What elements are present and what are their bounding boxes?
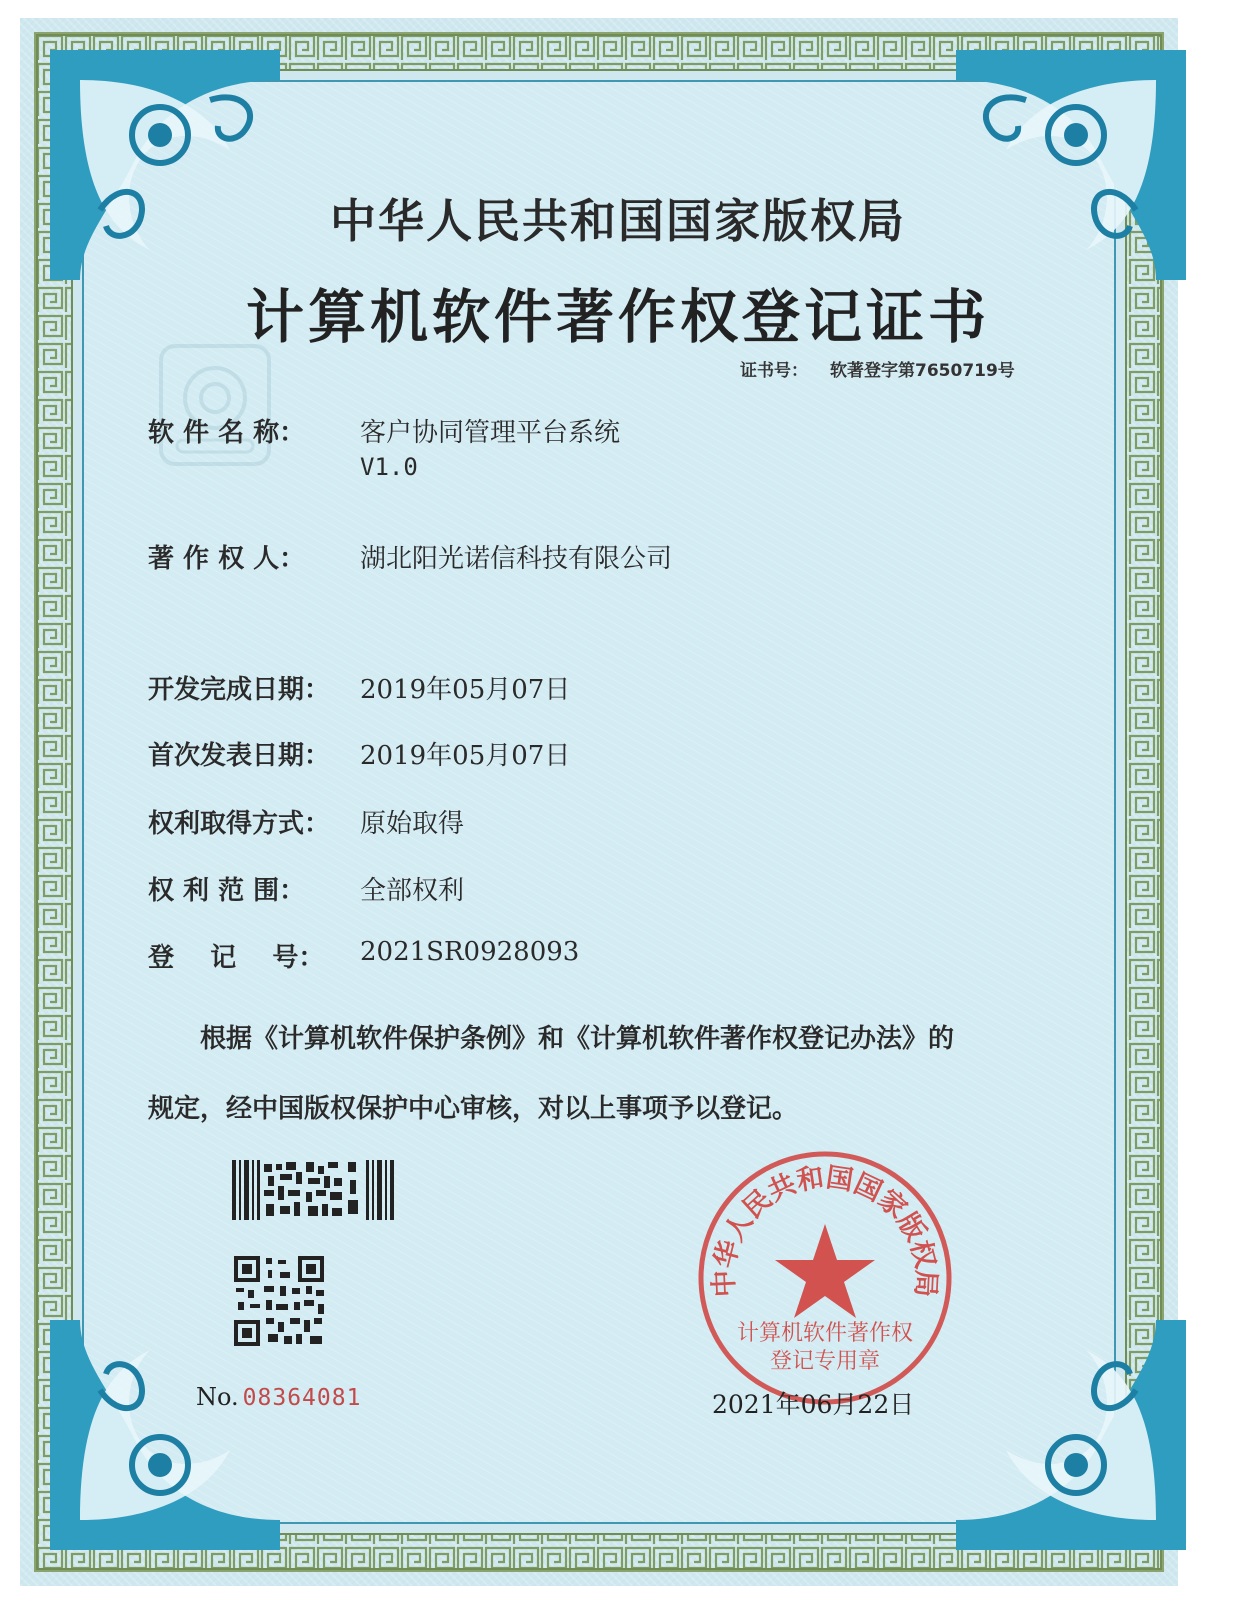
pub-date-value: 2019年05月07日 [360, 741, 571, 771]
serial-number [196, 1383, 361, 1411]
qr-code [234, 1256, 324, 1346]
statement-line-2: 规定，经中国版权保护中心审核，对以上事项予以登记。 [148, 1094, 799, 1124]
corner-ornament-bottom-right [946, 1310, 1196, 1560]
certificate-number [740, 356, 1015, 381]
issuing-authority: 中华人民共和国国家版权局 [330, 194, 906, 248]
method-label: 权利取得方式： [148, 809, 331, 839]
software-name-line1: 客户协同管理平台系统 [360, 418, 621, 448]
method-value: 原始取得 [360, 809, 465, 839]
field-publication-date [148, 735, 570, 772]
seal-ring-text: 中华人民共和国国家版权局 [708, 1162, 942, 1298]
pub-date-label: 首次发表日期： [148, 741, 331, 771]
field-copyright-owner [148, 538, 672, 575]
scan-margin [1196, 0, 1236, 1600]
scope-label: 权 利 范 围： [148, 876, 306, 906]
reg-no-label: 登 记 号： [148, 943, 325, 973]
seal-center-line-1: 计算机软件著作权 [736, 1321, 914, 1346]
dev-date-value: 2019年05月07日 [360, 675, 571, 705]
serial-label: No. [196, 1383, 239, 1411]
issue-date: 2021年06月22日 [712, 1390, 915, 1419]
seal-center-line-2: 登记专用章 [769, 1349, 881, 1374]
certificate-number-value: 软著登字第7650719号 [830, 361, 1015, 381]
corner-ornament-top-right [946, 40, 1196, 290]
field-acquisition-method [148, 803, 464, 840]
software-version: V1.0 [360, 453, 418, 481]
barcode [232, 1160, 398, 1220]
serial-value: 08364081 [242, 1385, 362, 1411]
statement-line-1: 根据《计算机软件保护条例》和《计算机软件著作权登记办法》的 [200, 1024, 955, 1054]
seal-star-icon [775, 1224, 875, 1318]
certificate-title: 计算机软件著作权登记证书 [245, 283, 990, 351]
reg-no-value: 2021SR0928093 [360, 937, 580, 967]
owner-label: 著 作 权 人： [148, 544, 306, 574]
field-registration-number [148, 937, 579, 974]
official-seal [695, 1148, 955, 1408]
scope-value: 全部权利 [360, 876, 465, 906]
software-name-label: 软 件 名 称： [148, 418, 306, 448]
corner-ornament-top-left [40, 40, 290, 290]
owner-value: 湖北阳光诺信科技有限公司 [360, 544, 673, 574]
dev-date-label: 开发完成日期： [148, 675, 331, 705]
field-development-date [148, 669, 570, 706]
certificate-number-label: 证书号： [740, 361, 808, 381]
software-name-value [360, 412, 620, 481]
field-rights-scope [148, 870, 464, 907]
field-software-name [148, 412, 620, 481]
corner-ornament-bottom-left [40, 1310, 290, 1560]
